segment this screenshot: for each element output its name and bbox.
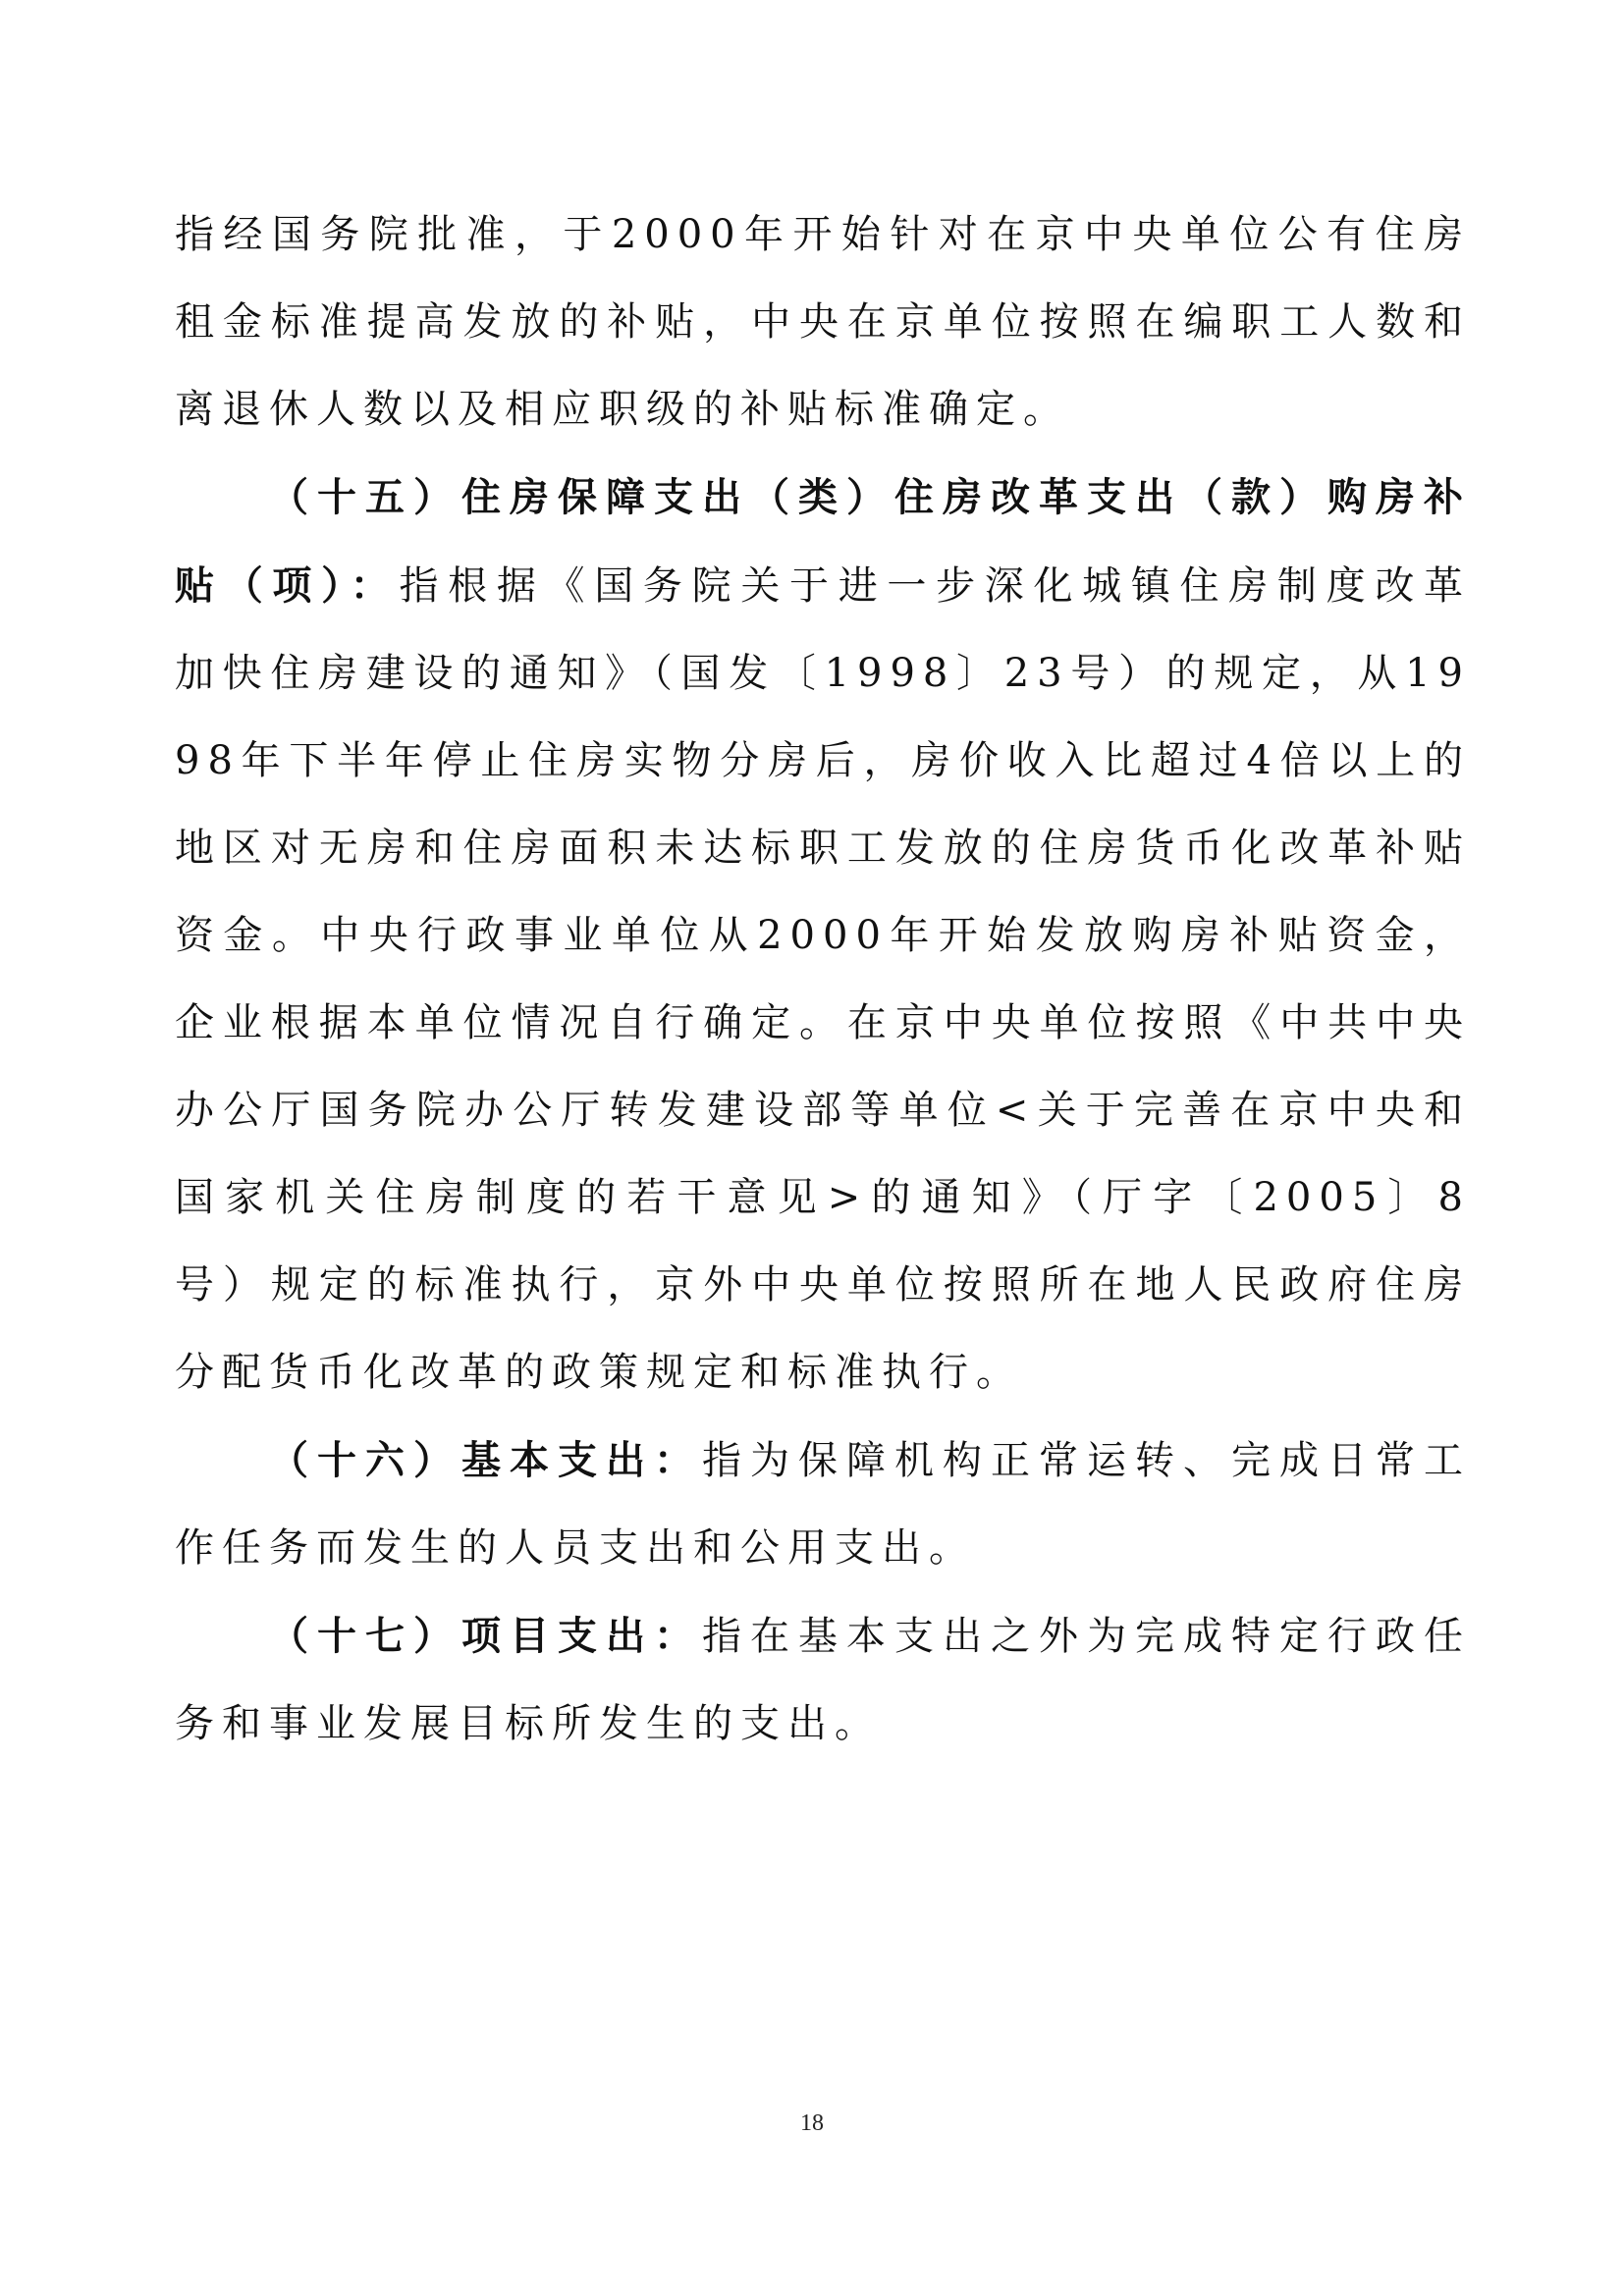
paragraph-text: 指根据《国务院关于进一步深化城镇住房制度改革加快住房建设的通知》（国发〔1998〕23号）的规定，从1998年下半年停止住房实物分房后，房价收入比超过4倍以上的地区对无房和住房面积未达标职工发放的住房货币化改革补贴资金。中央行政事业单位从2000年开始发放购房补贴资金，企业根据本单位情况自行确定。在京中央单位按照《中共中央办公厅国务院办公厅转发建设部等单位<关于完善在京中央和国家机关住房制度的若干意见>的通知》（厅字〔2005〕8号）规定的标准执行，京外中央单位按照所在地人民政府住房分配货币化改革的政策规定和标准执行。: [175, 563, 1472, 1395]
section-heading-17: （十七）项目支出：: [269, 1613, 702, 1659]
document-body: [175, 191, 1471, 1768]
page-number: 18: [800, 2110, 824, 2136]
paragraph-project-expenditure: [175, 1592, 1471, 1768]
paragraph-housing-rent-subsidy: [175, 191, 1471, 454]
paragraph-basic-expenditure: [175, 1416, 1471, 1592]
section-heading-15: （十五）住房保障支出（类）住房改革支出（款）购房补贴（项）：: [175, 474, 1471, 609]
section-heading-16: （十六）基本支出：: [269, 1437, 702, 1483]
paragraph-housing-purchase-subsidy: [175, 454, 1471, 1416]
paragraph-text: 指在基本支出之外为完成特定行政任务和事业发展目标所发生的支出。: [175, 1614, 1471, 1746]
paragraph-text: 指为保障机构正常运转、完成日常工作任务而发生的人员支出和公用支出。: [175, 1438, 1471, 1571]
paragraph-text: 指经国务院批准，于2000年开始针对在京中央单位公有住房租金标准提高发放的补贴，中央在京单位按照在编职工人数和离退休人数以及相应职级的补贴标准确定。: [175, 212, 1471, 432]
